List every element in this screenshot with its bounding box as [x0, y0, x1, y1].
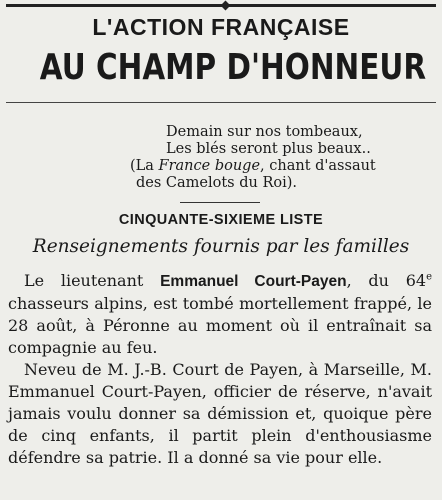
article-text-b: chasseurs alpins, est tombé mortellement frappé, le 28 août, à Péronne au moment où il entraînait sa compagnie au feu.: [8, 294, 432, 357]
ordinal-suffix: e: [426, 271, 432, 283]
article-lead: Le lieutenant: [24, 271, 161, 290]
section-subtitle: Renseignements fournis par les familles: [32, 236, 410, 257]
top-rule: [6, 4, 436, 7]
epigraph: [130, 124, 428, 192]
article-text-a: , du 64: [346, 271, 427, 290]
section-title: CINQUANTE-SIXIEME LISTE: [118, 212, 324, 228]
article-paragraph-1: [8, 270, 432, 359]
article-paragraph-2: Neveu de M. J.-B. Court de Payen, à Marseille, M. Emmanuel Court-Payen, officier de réserve, n'avait jamais voulu donner sa démission et, quoique père de cinq enfants, il partit plein d'enthousiasme défendre sa patrie. Il a donné sa vie pour elle.: [8, 360, 432, 467]
newspaper-name: L'ACTION FRANÇAISE: [92, 14, 350, 40]
epigraph-line-3-rest: , chant d'assaut: [260, 158, 376, 174]
epigraph-line-1: Demain sur nos tombeaux,: [166, 124, 363, 140]
epigraph-song-title: France bouge: [158, 158, 261, 174]
article-body: [8, 270, 432, 469]
headline-rule: [6, 102, 436, 103]
page-title: AU CHAMP D'HONNEUR: [39, 47, 427, 88]
ornament-diamond-icon: [221, 1, 231, 11]
epigraph-line-2: Les blés seront plus beaux..: [166, 141, 371, 157]
soldier-name: Emmanuel Court-Payen: [160, 273, 347, 290]
epigraph-line-4: des Camelots du Roi).: [136, 175, 298, 191]
epigraph-line-3: [130, 158, 428, 175]
section-rule: [180, 202, 260, 203]
epigraph-line-3-open: (La: [130, 158, 159, 174]
